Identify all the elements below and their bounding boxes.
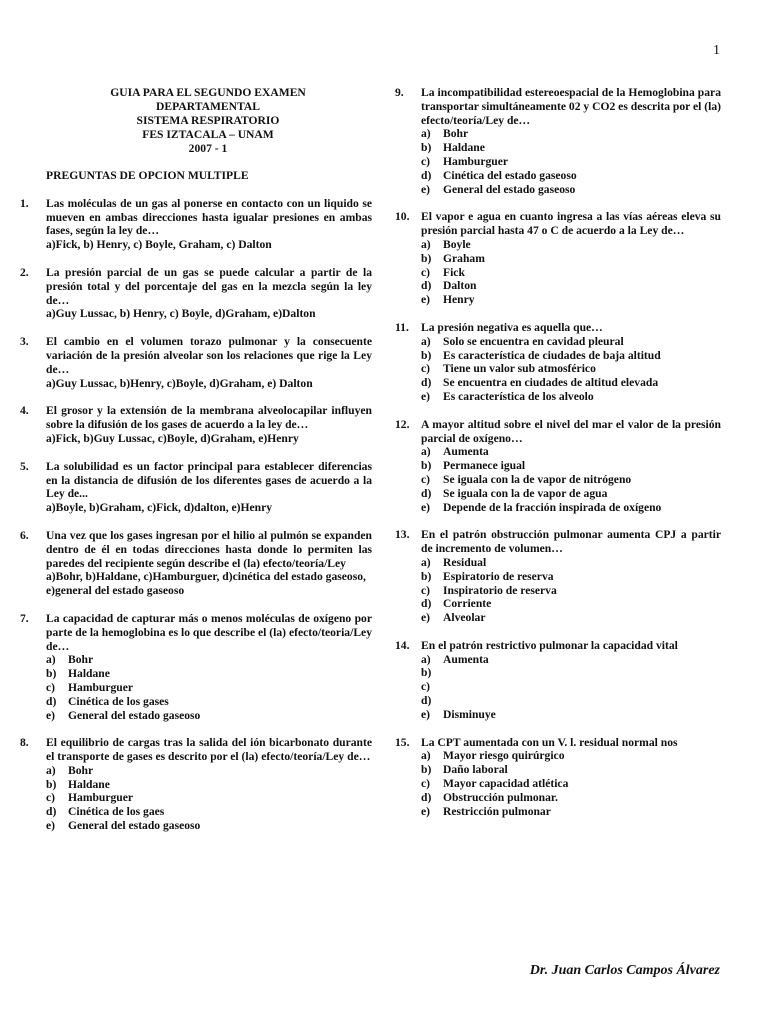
option-letter: c) bbox=[46, 791, 56, 805]
option-text: Disminuye bbox=[443, 707, 496, 721]
option-text: Graham bbox=[443, 251, 485, 265]
option-letter: e) bbox=[421, 804, 431, 818]
answer-options-inline: a)Boyle, b)Graham, c)Fick, d)dalton, e)Henry bbox=[46, 501, 273, 515]
option-text: Haldane bbox=[68, 667, 110, 681]
option-letter: b) bbox=[46, 777, 57, 791]
option-text: Es característica de ciudades de baja altitud bbox=[443, 348, 661, 362]
answer-option bbox=[46, 805, 372, 819]
option-text: General del estado gaseoso bbox=[68, 708, 201, 722]
option-text: Bohr bbox=[68, 653, 94, 667]
option-letter: d) bbox=[421, 168, 432, 182]
answer-option bbox=[421, 252, 721, 266]
answer-option bbox=[421, 694, 721, 708]
answer-options bbox=[421, 445, 721, 514]
question-item bbox=[20, 529, 372, 598]
question-number: 12. bbox=[395, 417, 410, 431]
question-text: Las moléculas de un gas al ponerse en contacto con un liquido se mueven en ambas direcciones hasta igualar presiones en ambas fases, según la ley de… bbox=[46, 196, 372, 238]
question-text: El cambio en el volumen torazo pulmonar y la consecuente variación de la presión alveolar son los relaciones que rige la Ley de… bbox=[46, 335, 372, 376]
answer-option bbox=[46, 681, 372, 695]
option-letter: b) bbox=[421, 763, 432, 777]
page-number: 1 bbox=[713, 43, 720, 58]
answer-option bbox=[421, 238, 721, 252]
question-item bbox=[20, 197, 372, 252]
answer-options bbox=[46, 653, 372, 722]
option-letter: c) bbox=[421, 265, 431, 279]
answer-option bbox=[421, 556, 721, 570]
header-line: FES IZTACALA – UNAM bbox=[142, 128, 274, 141]
option-text: Se encuentra en ciudades de altitud elevada bbox=[443, 376, 659, 390]
question-text: La incompatibilidad estereoespacial de la Hemoglobina para transportar simultáneamente 02 y CO2 es descrita por el (la) efecto/teoría/Ley de… bbox=[421, 86, 721, 127]
answer-option bbox=[46, 709, 372, 723]
question-number: 3. bbox=[20, 335, 29, 349]
answer-option bbox=[46, 695, 372, 709]
question-item bbox=[20, 266, 372, 321]
option-letter: e) bbox=[421, 293, 431, 307]
answer-option bbox=[421, 611, 721, 625]
answer-option bbox=[46, 653, 372, 667]
question-line bbox=[20, 404, 372, 432]
option-letter: a) bbox=[46, 763, 56, 777]
question-number: 7. bbox=[20, 611, 29, 625]
question-number: 13. bbox=[395, 528, 410, 542]
question-line bbox=[395, 528, 721, 556]
answer-option bbox=[421, 749, 721, 763]
option-letter: d) bbox=[421, 376, 432, 390]
option-letter: a) bbox=[421, 445, 431, 459]
option-letter: c) bbox=[421, 680, 431, 694]
option-text: Hamburguer bbox=[443, 154, 509, 168]
answer-option bbox=[421, 708, 721, 722]
answer-options bbox=[421, 238, 721, 307]
answer-option bbox=[421, 362, 721, 376]
author-signature: Dr. Juan Carlos Campos Álvarez bbox=[529, 963, 720, 978]
answer-options bbox=[421, 749, 721, 818]
option-text: Espiratorio de reserva bbox=[443, 569, 554, 583]
question-line bbox=[395, 86, 721, 127]
option-letter: c) bbox=[421, 362, 431, 376]
answer-option bbox=[421, 597, 721, 611]
question-text: A mayor altitud sobre el nivel del mar el valor de la presión parcial de oxígeno… bbox=[421, 417, 721, 445]
question-item bbox=[20, 736, 372, 833]
option-text: Solo se encuentra en cavidad pleural bbox=[443, 334, 624, 348]
answer-options-inline: a)Guy Lussac, b) Henry, c) Boyle, d)Graham, e)Dalton bbox=[46, 307, 316, 321]
answer-options bbox=[421, 335, 721, 404]
question-text: La presión parcial de un gas se puede calcular a partir de la presión total y del porcentaje del gas en la mezcla según la ley de… bbox=[46, 265, 372, 307]
answer-option bbox=[421, 127, 721, 141]
answer-option bbox=[421, 183, 721, 197]
option-text: Bohr bbox=[68, 763, 94, 777]
question-number: 5. bbox=[20, 459, 29, 473]
question-item bbox=[395, 528, 721, 625]
question-list-left bbox=[20, 197, 372, 833]
option-text: Dalton bbox=[443, 279, 477, 293]
option-text: Aumenta bbox=[443, 652, 489, 666]
option-letter: e) bbox=[421, 611, 431, 625]
question-text: El grosor y la extensión de la membrana alveolocapilar influyen sobre la difusión de los gases de acuerdo a la ley de… bbox=[46, 404, 372, 432]
option-text: General del estado gaseoso bbox=[68, 819, 201, 833]
answer-option bbox=[421, 805, 721, 819]
option-text: General del estado gaseoso bbox=[443, 182, 576, 196]
answer-option bbox=[421, 501, 721, 515]
left-column bbox=[20, 86, 372, 847]
option-letter: e) bbox=[46, 708, 56, 722]
option-text: Cinética de los gases bbox=[68, 694, 169, 708]
option-letter: d) bbox=[46, 805, 57, 819]
question-item bbox=[20, 335, 372, 390]
answer-option bbox=[421, 777, 721, 791]
option-text: Hamburguer bbox=[68, 791, 134, 805]
option-letter: d) bbox=[421, 790, 432, 804]
option-text: Mayor capacidad atlética bbox=[443, 777, 569, 791]
option-text: Cinética del estado gaseoso bbox=[443, 168, 577, 182]
question-item bbox=[395, 736, 721, 819]
answer-options bbox=[421, 653, 721, 722]
answer-option bbox=[421, 169, 721, 183]
question-text: La CPT aumentada con un V. l. residual normal nos bbox=[421, 735, 678, 749]
option-text: Hamburguer bbox=[68, 680, 134, 694]
question-number: 6. bbox=[20, 528, 29, 542]
answer-option bbox=[421, 473, 721, 487]
option-text: Obstrucción pulmonar. bbox=[443, 790, 558, 804]
option-letter: c) bbox=[421, 472, 431, 486]
answer-option bbox=[421, 376, 721, 390]
answer-option bbox=[46, 667, 372, 681]
question-line bbox=[20, 612, 372, 653]
option-letter: d) bbox=[421, 597, 432, 611]
answer-option bbox=[421, 666, 721, 680]
section-title: PREGUNTAS DE OPCION MULTIPLE bbox=[46, 169, 249, 182]
answer-options bbox=[421, 127, 721, 196]
question-item bbox=[395, 321, 721, 404]
answer-option bbox=[421, 266, 721, 280]
question-list-right bbox=[395, 86, 721, 818]
option-letter: a) bbox=[421, 555, 431, 569]
question-line bbox=[395, 639, 721, 653]
answer-options-inline: a)Fick, b)Guy Lussac, c)Boyle, d)Graham, e)Henry bbox=[46, 431, 299, 445]
question-item bbox=[20, 404, 372, 445]
option-text: Es característica de los alveolo bbox=[443, 389, 594, 403]
answer-option bbox=[421, 584, 721, 598]
header-line: SISTEMA RESPIRATORIO bbox=[136, 114, 280, 127]
question-text: La presión negativa es aquella que… bbox=[421, 320, 603, 334]
answer-option bbox=[421, 487, 721, 501]
question-line bbox=[395, 321, 721, 335]
option-letter: e) bbox=[421, 707, 431, 721]
option-letter: e) bbox=[421, 389, 431, 403]
answer-option bbox=[421, 791, 721, 805]
question-line bbox=[20, 335, 372, 376]
answer-option bbox=[46, 819, 372, 833]
option-letter: e) bbox=[421, 500, 431, 514]
option-letter: d) bbox=[421, 279, 432, 293]
question-number: 15. bbox=[395, 735, 410, 749]
answer-options-inline: a)Fick, b) Henry, c) Boyle, Graham, c) Dalton bbox=[46, 238, 272, 252]
question-item bbox=[395, 210, 721, 307]
option-letter: c) bbox=[421, 154, 431, 168]
option-letter: e) bbox=[421, 182, 431, 196]
option-text: Alveolar bbox=[443, 611, 486, 625]
option-text: Fick bbox=[443, 265, 465, 279]
option-letter: a) bbox=[421, 749, 431, 763]
question-number: 14. bbox=[395, 638, 410, 652]
question-item bbox=[395, 639, 721, 722]
question-text: La solubilidad es un factor principal para establecer diferencias en la distancia de difusión de los diferentes gases de acuerdo a la Ley de... bbox=[46, 459, 372, 501]
question-line bbox=[20, 197, 372, 238]
option-letter: e) bbox=[46, 819, 56, 833]
option-letter: b) bbox=[421, 348, 432, 362]
header-line: GUIA PARA EL SEGUNDO EXAMEN bbox=[110, 86, 306, 99]
question-number: 9. bbox=[395, 86, 404, 99]
option-letter: b) bbox=[421, 251, 432, 265]
option-letter: b) bbox=[421, 459, 432, 473]
answer-option bbox=[421, 390, 721, 404]
answer-option bbox=[421, 349, 721, 363]
option-text: Boyle bbox=[443, 237, 471, 251]
option-letter: c) bbox=[46, 680, 56, 694]
option-text: Se iguala con la de vapor de agua bbox=[443, 486, 608, 500]
option-text: Daño laboral bbox=[443, 763, 508, 777]
option-letter: a) bbox=[421, 334, 431, 348]
document-header bbox=[20, 86, 372, 156]
question-text: La capacidad de capturar más o menos moléculas de oxígeno por parte de la hemoglobina es lo que describe el (la) efecto/teoria/Ley de… bbox=[46, 611, 372, 653]
option-letter: a) bbox=[421, 237, 431, 251]
question-number: 11. bbox=[395, 320, 409, 334]
option-text: Depende de la fracción inspirada de oxígeno bbox=[443, 500, 662, 514]
option-letter: d) bbox=[421, 694, 432, 708]
question-number: 1. bbox=[20, 196, 29, 210]
option-text: Bohr bbox=[443, 127, 469, 141]
option-letter: a) bbox=[421, 127, 431, 141]
option-text: Corriente bbox=[443, 597, 492, 611]
right-column bbox=[395, 86, 721, 832]
option-text: Inspiratorio de reserva bbox=[443, 583, 557, 597]
question-text: Una vez que los gases ingresan por el hilio al pulmón se expanden dentro de él en todas direcciones hasta donde lo permiten las paredes del recipiente según describe el (la) efecto/teoría/Ley bbox=[46, 528, 372, 570]
question-text: El vapor e agua en cuanto ingresa a las vías aéreas eleva su presión parcial hasta 47 o C de acuerdo a la Ley de… bbox=[421, 210, 721, 238]
answer-options-inline: a)Bohr, b)Haldane, c)Hamburguer, d)cinética del estado gaseoso, e)general del estado gaseoso bbox=[46, 570, 366, 598]
answer-options bbox=[421, 556, 721, 625]
header-line: 2007 - 1 bbox=[188, 142, 228, 155]
question-line bbox=[20, 266, 372, 307]
question-line bbox=[395, 210, 721, 238]
option-text: Permanece igual bbox=[443, 459, 526, 473]
option-letter: b) bbox=[46, 667, 57, 681]
question-number: 4. bbox=[20, 404, 29, 418]
option-letter: c) bbox=[421, 777, 431, 791]
option-text: Cinética de los gaes bbox=[68, 805, 165, 819]
option-letter: d) bbox=[46, 694, 57, 708]
answer-option bbox=[421, 155, 721, 169]
question-number: 10. bbox=[395, 210, 410, 224]
option-text: Restricción pulmonar bbox=[443, 804, 551, 818]
question-text: El equilibrio de cargas tras la salida del ión bicarbonato durante el transporte de gases es descrito por el (la) efecto/teoría/Ley de… bbox=[46, 736, 372, 764]
question-item bbox=[395, 86, 721, 196]
answer-option bbox=[421, 570, 721, 584]
answer-option bbox=[421, 335, 721, 349]
answer-option bbox=[421, 445, 721, 459]
question-line bbox=[20, 529, 372, 570]
question-line bbox=[395, 418, 721, 446]
question-line bbox=[20, 736, 372, 764]
option-text: Se iguala con la de vapor de nitrógeno bbox=[443, 472, 632, 486]
answer-options-inline: a)Guy Lussac, b)Henry, c)Boyle, d)Graham, e) Dalton bbox=[46, 376, 313, 390]
option-text: Haldane bbox=[443, 141, 485, 155]
option-letter: a) bbox=[46, 653, 56, 667]
answer-option bbox=[421, 763, 721, 777]
answer-option bbox=[46, 778, 372, 792]
answer-option bbox=[421, 141, 721, 155]
answer-option bbox=[421, 459, 721, 473]
question-item bbox=[20, 612, 372, 722]
question-item bbox=[395, 418, 721, 515]
question-line bbox=[395, 736, 721, 750]
option-text: Aumenta bbox=[443, 445, 489, 459]
header-line: DEPARTAMENTAL bbox=[156, 100, 260, 113]
option-letter: b) bbox=[421, 569, 432, 583]
option-text: Tiene un valor sub atmosférico bbox=[443, 362, 596, 376]
answer-option bbox=[46, 791, 372, 805]
option-text: Haldane bbox=[68, 777, 110, 791]
question-number: 2. bbox=[20, 265, 29, 279]
question-item bbox=[20, 460, 372, 515]
answer-option bbox=[421, 293, 721, 307]
question-text: En el patrón restrictivo pulmonar la capacidad vital bbox=[421, 638, 678, 652]
option-letter: b) bbox=[421, 666, 432, 680]
option-text: Henry bbox=[443, 293, 475, 307]
option-letter: a) bbox=[421, 652, 431, 666]
option-text: Residual bbox=[443, 555, 487, 569]
question-text: En el patrón obstrucción pulmonar aumenta CPJ a partir de incremento de volumen… bbox=[421, 528, 721, 556]
answer-option bbox=[421, 680, 721, 694]
answer-options bbox=[46, 764, 372, 833]
question-number: 8. bbox=[20, 736, 29, 750]
answer-option bbox=[46, 764, 372, 778]
option-letter: b) bbox=[421, 141, 432, 155]
option-letter: d) bbox=[421, 486, 432, 500]
answer-option bbox=[421, 279, 721, 293]
option-text: Mayor riesgo quirúrgico bbox=[443, 749, 565, 763]
question-line bbox=[20, 460, 372, 501]
answer-option bbox=[421, 653, 721, 667]
option-letter: c) bbox=[421, 583, 431, 597]
